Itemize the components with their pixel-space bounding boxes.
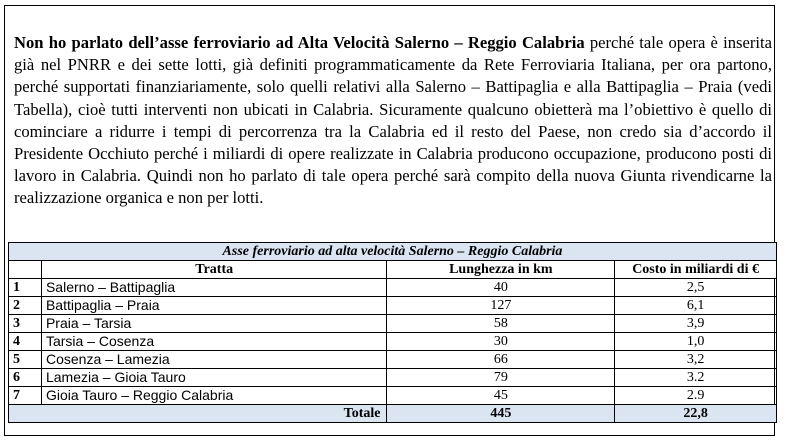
row-cost: 2.9 [615, 387, 777, 405]
row-km: 30 [387, 333, 615, 351]
table-caption: Asse ferroviario ad alta velocità Salerno – Reggio Calabria [9, 243, 777, 261]
row-km: 58 [387, 315, 615, 333]
paragraph-body: perché tale opera è inserita già nel PNRR e dei sette lotti, già definiti programmaticamente da Rete Ferroviaria Italiana, per ora partono, perché supportati finanziariamente, solo quelli relativi alla Salerno – Battipaglia e alla Battipaglia – Praia (vedi Tabella), cioè tutti interventi non ubicati in Calabria. Sicuramente qualcuno obietterà ma l’obiettivo è quello di cominciare a ridurre i tempi di percorrenza tra la Calabria ed il resto del Paese, non credo sia d’accordo il Presidente Occhiuto perché i miliardi di opere realizzate in Calabria producono occupazione, producono posti di lavoro in Calabria. Quindi non ho parlato di tale opera perché sarà compito della nuova Giunta rivendicarne la realizzazione organica e non per lotti. [14, 33, 772, 208]
row-cost: 2,5 [615, 279, 777, 297]
table-header-row [9, 261, 777, 279]
row-km: 66 [387, 351, 615, 369]
row-km: 79 [387, 369, 615, 387]
row-tratta: Tarsia – Cosenza [41, 333, 387, 351]
header-cost: Costo in miliardi di € [615, 261, 777, 279]
row-num: 2 [9, 297, 42, 315]
total-km: 445 [387, 405, 615, 423]
row-cost: 1,0 [615, 333, 777, 351]
row-cost: 3.2 [615, 369, 777, 387]
row-num: 3 [9, 315, 42, 333]
table-row [9, 315, 777, 333]
row-cost: 3,2 [615, 351, 777, 369]
row-tratta: Lamezia – Gioia Tauro [41, 369, 387, 387]
table-row [9, 333, 777, 351]
row-km: 127 [387, 297, 615, 315]
table-row [9, 387, 777, 405]
row-tratta: Gioia Tauro – Reggio Calabria [41, 387, 387, 405]
row-tratta: Praia – Tarsia [41, 315, 387, 333]
railway-table [8, 242, 777, 423]
body-paragraph [14, 32, 772, 210]
total-label: Totale [9, 405, 387, 423]
row-cost: 6,1 [615, 297, 777, 315]
table-caption-row [9, 243, 777, 261]
total-cost: 22,8 [615, 405, 777, 423]
row-num: 6 [9, 369, 42, 387]
table-row [9, 351, 777, 369]
row-tratta: Salerno – Battipaglia [41, 279, 387, 297]
row-num: 5 [9, 351, 42, 369]
header-tratta: Tratta [41, 261, 387, 279]
table-row [9, 279, 777, 297]
row-num: 1 [9, 279, 42, 297]
row-km: 40 [387, 279, 615, 297]
header-num [9, 261, 42, 279]
row-tratta: Battipaglia – Praia [41, 297, 387, 315]
row-num: 4 [9, 333, 42, 351]
table-row [9, 369, 777, 387]
row-cost: 3,9 [615, 315, 777, 333]
table-total-row [9, 405, 777, 423]
table-row [9, 297, 777, 315]
row-km: 45 [387, 387, 615, 405]
bold-lead: Non ho parlato dell’asse ferroviario ad Alta Velocità Salerno – Reggio Calabria [14, 33, 585, 52]
row-tratta: Cosenza – Lamezia [41, 351, 387, 369]
header-km: Lunghezza in km [387, 261, 615, 279]
row-num: 7 [9, 387, 42, 405]
